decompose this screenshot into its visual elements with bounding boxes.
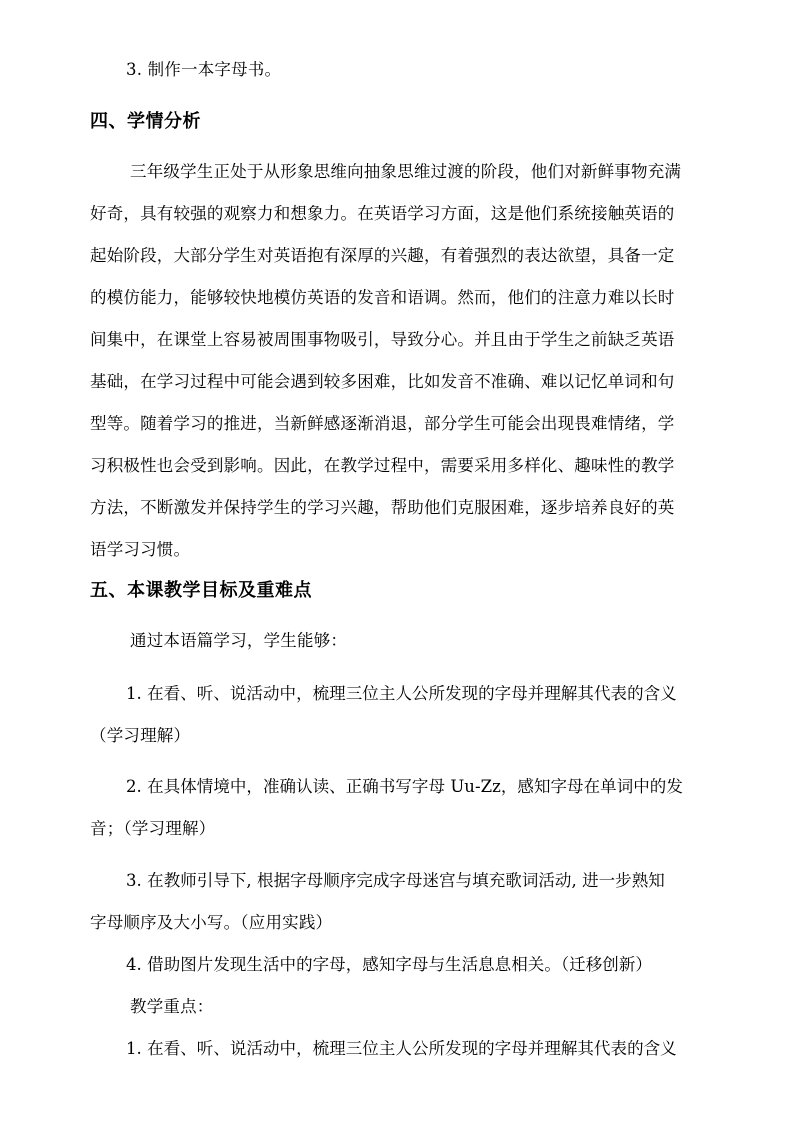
paragraph-line: 好奇，具有较强的观察力和想象力。在英语学习方面，这是他们系统接触英语的: [90, 204, 675, 223]
paragraph-line: 起始阶段，大部分学生对英语抱有深厚的兴趣，有着强烈的表达欲望，具备一定: [90, 246, 675, 265]
intro-item-3: 3. 制作一本字母书。: [126, 60, 282, 79]
focus-label: 教学重点：: [130, 997, 214, 1016]
paragraph-line: 基础，在学习过程中可能会遇到较多困难，比如发音不准确、难以记忆单词和句: [90, 372, 675, 391]
goal-2-line-2: 音；（学习理解）: [90, 819, 216, 838]
section-5-heading: 五、本课教学目标及重难点: [90, 580, 312, 601]
goal-3-line-2: 字母顺序及大小写。（应用实践）: [90, 913, 333, 932]
focus-item-1: 1. 在看、听、说活动中，梳理三位主人公所发现的字母并理解其代表的含义: [126, 1039, 677, 1058]
paragraph-line: 三年级学生正处于从形象思维向抽象思维过渡的阶段，他们对新鲜事物充满: [130, 162, 682, 181]
goal-4: 4. 借助图片发现生活中的字母，感知字母与生活息息相关。（迁移创新）: [126, 955, 652, 974]
goal-3-line-1: 3. 在教师引导下, 根据字母顺序完成字母迷宫与填充歌词活动, 进一步熟知: [126, 871, 665, 890]
goal-2-line-1: 2. 在具体情境中，准确认读、正确书写字母 Uu-Zz，感知字母在单词中的发: [126, 777, 683, 796]
section-4-heading: 四、学情分析: [90, 111, 201, 132]
paragraph-line: 习积极性也会受到影响。因此，在教学过程中，需要采用多样化、趣味性的教学: [90, 456, 675, 475]
paragraph-line: 间集中，在课堂上容易被周围事物吸引，导致分心。并且由于学生之前缺乏英语: [90, 330, 675, 349]
paragraph-line: 语学习习惯。: [90, 540, 191, 559]
goal-1-line-2: （学习理解）: [90, 726, 191, 745]
goal-1-line-1: 1. 在看、听、说活动中，梳理三位主人公所发现的字母并理解其代表的含义: [126, 684, 677, 703]
paragraph-line: 型等。随着学习的推进，当新鲜感逐渐消退，部分学生可能会出现畏难情绪，学: [90, 414, 675, 433]
paragraph-line: 方法，不断激发并保持学生的学习兴趣，帮助他们克服困难，逐步培养良好的英: [90, 498, 675, 517]
goals-intro: 通过本语篇学习，学生能够：: [130, 631, 348, 650]
paragraph-line: 的模仿能力，能够较快地模仿英语的发音和语调。然而，他们的注意力难以长时: [90, 288, 675, 307]
